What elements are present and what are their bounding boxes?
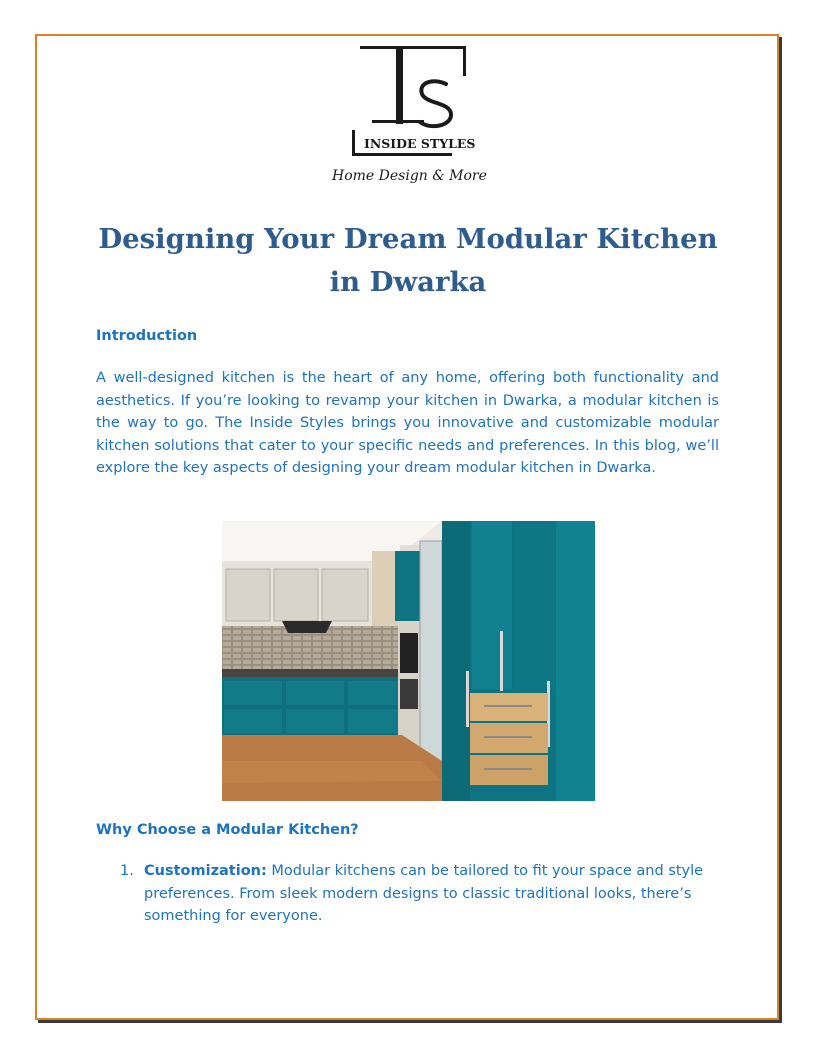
inside-styles-logo — [330, 44, 500, 189]
modular-kitchen-photo — [222, 521, 595, 801]
page-title: Designing Your Dream Modular Kitchen in Dwarka — [98, 223, 718, 298]
why-heading: Why Choose a Modular Kitchen? — [96, 822, 359, 838]
list-item-text: Modular kitchens can be tailored to fit your space and style preferences. From sleek modern designs to classic traditional looks, there’s something for everyone. — [144, 863, 704, 924]
intro-paragraph: A well-designed kitchen is the heart of any home, offering both functionality and aesthetics. If you’re looking to revamp your kitchen in Dwarka, a modular kitchen is the way to go. The Inside Styles brings you innovative and customizable modular kitchen solutions that cater to your specific needs and preferences. In this blog, we’ll explore the key aspects of designing your dream modular kitchen in Dwarka. — [96, 370, 719, 476]
reasons-list — [96, 860, 719, 928]
logo-tagline: Home Design & More — [332, 168, 487, 184]
list-item — [96, 860, 719, 928]
logo-brand: INSIDE STYLES — [364, 136, 476, 151]
list-item-label: Customization: — [144, 863, 267, 879]
intro-heading: Introduction — [96, 328, 198, 344]
list-item-number: 1. — [120, 863, 134, 879]
